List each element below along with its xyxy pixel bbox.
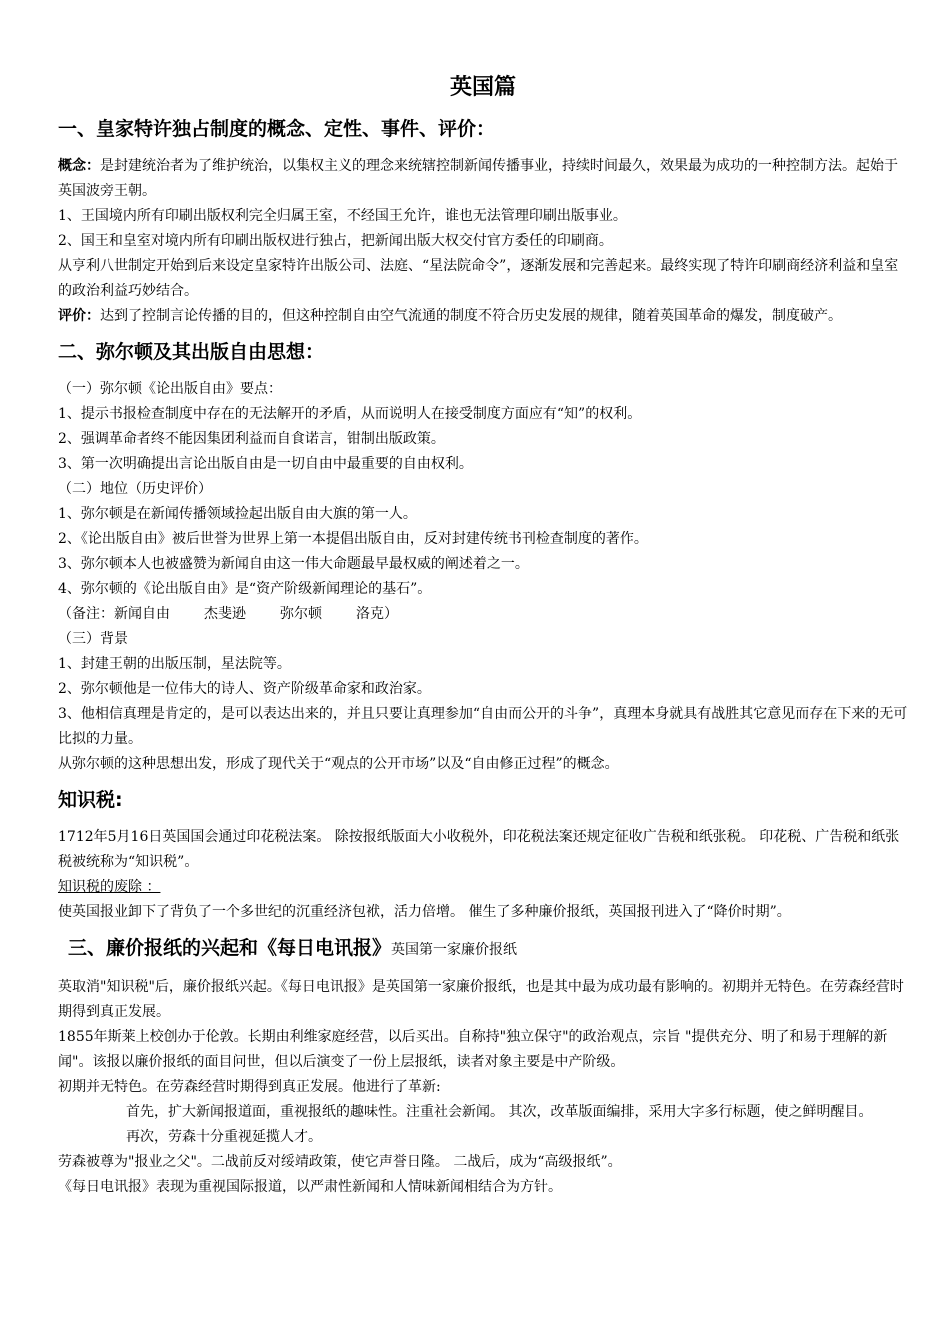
knowledge-tax-heading: 知识税: [58,789,123,811]
evaluation-paragraph [58,304,908,329]
part3-item: 2、弥尔顿他是一位伟大的诗人、资产阶级革命家和政治家。 [58,681,431,697]
section3-paragraph: 英取消"知识税"后，廉价报纸兴起。《每日电讯报》是英国第一家廉价报纸，也是其中最为成功最有影响的。初期并无特色。在劳森经营时期得到真正发展。 [58,979,904,1020]
note-prefix: （备注：新闻自由 [58,606,170,622]
section3-heading [58,933,908,965]
history-paragraph: 从亨利八世制定开始到后来设定皇家特许出版公司、法庭、“星法院命令”，逐渐发展和完善起来。最终实现了特许印刷商经济利益和皇室的政治利益巧妙结合。 [58,258,899,299]
note-name: 弥尔顿 [280,606,322,622]
abolish-paragraph: 使英国报业卸下了背负了一个多世纪的沉重经济包袱，活力倍增。 催生了多种廉价报纸，英国报刊进入了“降价时期”。 [58,904,791,920]
part1-item: 2、强调革命者终不能因集团利益而自食诺言，钳制出版政策。 [58,431,445,447]
page-title: 英国篇 [449,75,516,100]
part3-item: 1、封建王朝的出版压制，星法院等。 [58,656,291,672]
part3-title: （三）背景 [58,631,128,647]
part1-title: （一）弥尔顿《论出版自由》要点： [58,381,282,397]
section3-paragraph: 初期并无特色。在劳森经营时期得到真正发展。他进行了革新: [58,1079,441,1095]
concept-label: 概念： [58,158,100,174]
section3-paragraph: 劳森被尊为"报业之父"。二战前反对绥靖政策，使它声誉日隆。 二战后，成为“高级报纸”。 [58,1154,622,1170]
knowledge-tax-paragraph: 1712年5月16日英国国会通过印花税法案。 除按报纸版面大小收税外，印花税法案还规定征收广告税和纸张税。 印花税、广告税和纸张税被统称为“知识税”。 [58,829,900,870]
reform-paragraph: 首先，扩大新闻报道面，重视报纸的趣味性。注重社会新闻。 其次，改革版面编排，采用大字多行标题，使之鲜明醒目。 [126,1104,873,1120]
section3-heading-main: 三、廉价报纸的兴起和《每日电讯报》 [68,937,392,959]
part3-item: 3、他相信真理是肯定的，是可以表达出来的，并且只要让真理参加“自由而公开的斗争”，真理本身就具有战胜其它意见而存在下来的无可比拟的力量。 [58,706,908,747]
part2-item: 2、《论出版自由》被后世誉为世界上第一本提倡出版自由，反对封建传统书刊检查制度的著作。 [58,531,648,547]
note-name: 洛克） [356,606,398,622]
evaluation-label: 评价： [58,308,100,324]
section1-item: 1、王国境内所有印刷出版权利完全归属王室，不经国王允许，谁也无法管理印刷出版事业。 [58,208,627,224]
section3-paragraph: 《每日电讯报》表现为重视国际报道，以严肃性新闻和人情味新闻相结合为方针。 [58,1179,562,1195]
part2-item: 1、弥尔顿是在新闻传播领域捡起出版自由大旗的第一人。 [58,506,417,522]
concept-text: 是封建统治者为了维护统治，以集权主义的理念来统辖控制新闻传播事业，持续时间最久，效果最为成功的一种控制方法。起始于英国波旁王朝。 [58,158,898,199]
reform-paragraph: 再次，劳森十分重视延揽人才。 [126,1129,322,1145]
part2-item: 3、弥尔顿本人也被盛赞为新闻自由这一伟大命题最早最权威的阐述着之一。 [58,556,529,572]
abolish-label: 知识税的废除 ： [58,879,161,895]
note-name: 杰斐逊 [204,606,246,622]
part2-item: 4、弥尔顿的《论出版自由》是“资产阶级新闻理论的基石”。 [58,581,432,597]
concept-paragraph [58,154,908,204]
note-line [58,602,908,627]
part1-item: 3、第一次明确提出言论出版自由是一切自由中最重要的自由权利。 [58,456,473,472]
part2-title: （二）地位（历史评价） [58,481,212,497]
evaluation-text: 达到了控制言论传播的目的，但这种控制自由空气流通的制度不符合历史发展的规律，随着英国革命的爆发，制度破产。 [100,308,842,324]
section3-paragraph: 1855年斯莱上校创办于伦敦。长期由利维家庭经营，以后买出。自称持"独立保守"的政治观点，宗旨 "提供充分、明了和易于理解的新闻"。该报以廉价报纸的面目问世，但以后演变了一份上层报纸，读者对象主要是中产阶级。 [58,1029,888,1070]
section2-heading: 二、弥尔顿及其出版自由思想： [58,341,325,363]
part1-item: 1、提示书报检查制度中存在的无法解开的矛盾，从而说明人在接受制度方面应有“知”的权利。 [58,406,642,422]
document-page [58,70,908,1200]
section3-heading-sub: 英国第一家廉价报纸 [391,942,518,958]
section1-item: 2、国王和皇室对境内所有印刷出版权进行独占，把新闻出版大权交付官方委任的印刷商。 [58,233,613,249]
section1-heading: 一、皇家特许独占制度的概念、定性、事件、评价： [58,118,496,140]
conclusion-paragraph: 从弥尔顿的这种思想出发，形成了现代关于“观点的公开市场”以及“自由修正过程”的概念。 [58,756,619,772]
